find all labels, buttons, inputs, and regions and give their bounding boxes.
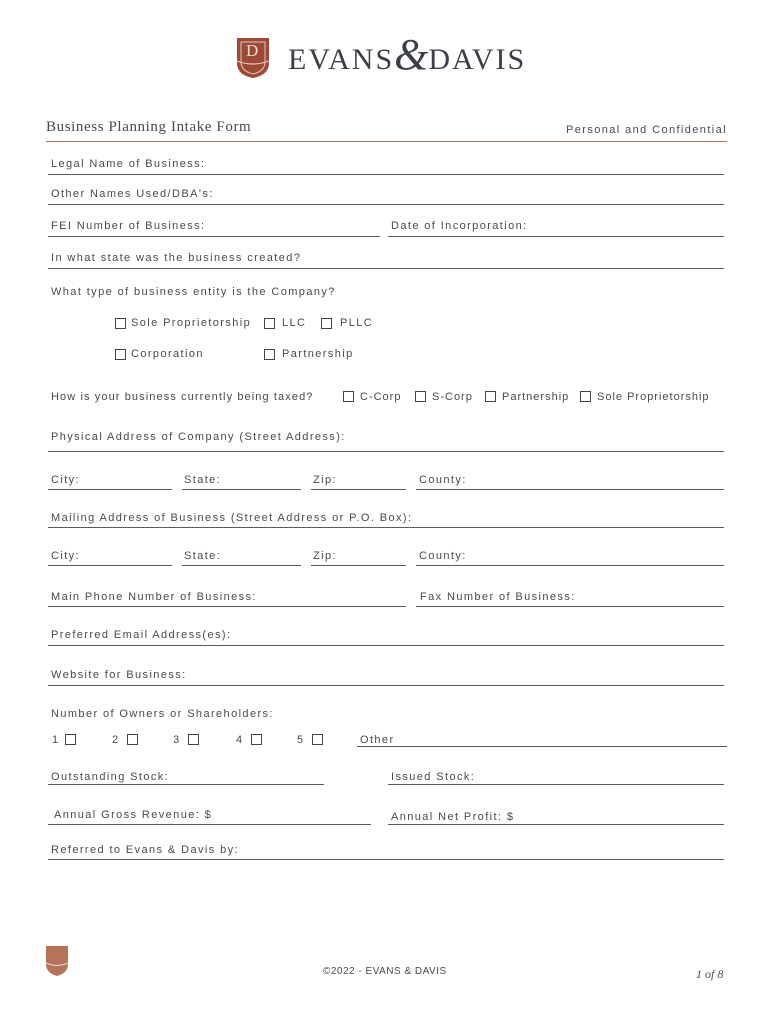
shield-letter: D [246,41,259,60]
email-field[interactable] [48,645,724,646]
gross-revenue-label: Annual Gross Revenue: $ [54,809,213,821]
owners-1-label: 1 [52,734,60,746]
pllc-checkbox[interactable] [321,318,332,329]
legal-name-field[interactable] [48,174,724,175]
brand-left: EVANS [288,43,395,76]
mailing-city-label: City: [51,550,80,562]
ccorp-checkbox[interactable] [343,391,354,402]
legal-name-label: Legal Name of Business: [51,158,206,170]
page-number: 1 of 8 [696,967,724,981]
confidential-label: Personal and Confidential [566,124,727,136]
date-incorporation-field[interactable] [388,236,724,237]
footer-copyright: ©2022 - EVANS & DAVIS [323,966,447,977]
physical-zip-field[interactable] [311,489,406,490]
website-field[interactable] [48,685,724,686]
physical-county-label: County: [419,474,467,486]
taxed-label: How is your business currently being taxed? [51,391,314,403]
partnership-checkbox[interactable] [264,349,275,360]
physical-address-label: Physical Address of Company (Street Address): [51,431,346,443]
main-phone-field[interactable] [48,606,406,607]
mailing-address-field[interactable] [48,527,724,528]
sole-prop-label: Sole Proprietorship [131,317,252,329]
title-divider [46,141,727,142]
owners-3-checkbox[interactable] [188,734,199,745]
owners-other-label: Other [360,734,395,746]
other-names-field[interactable] [48,204,724,205]
fei-number-field[interactable] [48,236,380,237]
other-names-label: Other Names Used/DBA's: [51,188,214,200]
pllc-label: PLLC [340,317,374,329]
entity-type-label: What type of business entity is the Company? [51,286,336,298]
mailing-county-field[interactable] [416,565,724,566]
mailing-zip-label: Zip: [313,550,337,562]
website-label: Website for Business: [51,669,187,681]
ccorp-label: C-Corp [360,391,402,403]
gross-revenue-field[interactable] [48,824,371,825]
issued-stock-label: Issued Stock: [391,771,476,783]
mailing-zip-field[interactable] [311,565,406,566]
owners-1-checkbox[interactable] [65,734,76,745]
date-incorporation-label: Date of Incorporation: [391,220,528,232]
state-created-label: In what state was the business created? [51,252,302,264]
net-profit-label: Annual Net Profit: $ [391,811,515,823]
logo-shield-icon [236,37,270,79]
brand-amp: & [394,30,429,79]
tax-partnership-checkbox[interactable] [485,391,496,402]
scorp-checkbox[interactable] [415,391,426,402]
form-title: Business Planning Intake Form [46,119,252,135]
mailing-state-field[interactable] [182,565,301,566]
fax-label: Fax Number of Business: [420,591,576,603]
physical-city-label: City: [51,474,80,486]
referred-label: Referred to Evans & Davis by: [51,844,239,856]
referred-field[interactable] [48,859,724,860]
owners-3-label: 3 [173,734,181,746]
footer-shield-icon [46,946,68,976]
tax-sole-prop-checkbox[interactable] [580,391,591,402]
owners-5-checkbox[interactable] [312,734,323,745]
net-profit-field[interactable] [388,824,724,825]
fax-field[interactable] [416,606,724,607]
mailing-city-field[interactable] [48,565,172,566]
physical-zip-label: Zip: [313,474,337,486]
owners-2-label: 2 [112,734,120,746]
brand-wordmark [288,30,527,84]
llc-label: LLC [282,317,307,329]
outstanding-stock-label: Outstanding Stock: [51,771,170,783]
owners-label: Number of Owners or Shareholders: [51,708,274,720]
physical-city-field[interactable] [48,489,172,490]
corporation-checkbox[interactable] [115,349,126,360]
mailing-county-label: County: [419,550,467,562]
brand-right: DAVIS [428,43,527,76]
scorp-label: S-Corp [432,391,473,403]
mailing-address-label: Mailing Address of Business (Street Address or P.O. Box): [51,512,413,524]
tax-sole-prop-label: Sole Proprietorship [597,391,710,403]
corporation-label: Corporation [131,348,204,360]
state-created-field[interactable] [48,268,724,269]
fei-number-label: FEI Number of Business: [51,220,206,232]
owners-other-field[interactable] [357,746,727,747]
main-phone-label: Main Phone Number of Business: [51,591,257,603]
physical-county-field[interactable] [416,489,724,490]
sole-prop-checkbox[interactable] [115,318,126,329]
mailing-state-label: State: [184,550,222,562]
physical-state-field[interactable] [182,489,301,490]
owners-4-checkbox[interactable] [251,734,262,745]
owners-4-label: 4 [236,734,244,746]
llc-checkbox[interactable] [264,318,275,329]
email-label: Preferred Email Address(es): [51,629,232,641]
issued-stock-field[interactable] [388,784,724,785]
owners-2-checkbox[interactable] [127,734,138,745]
partnership-label: Partnership [282,348,354,360]
tax-partnership-label: Partnership [502,391,570,403]
physical-address-field[interactable] [48,451,724,452]
physical-state-label: State: [184,474,222,486]
outstanding-stock-field[interactable] [48,784,324,785]
owners-5-label: 5 [297,734,305,746]
